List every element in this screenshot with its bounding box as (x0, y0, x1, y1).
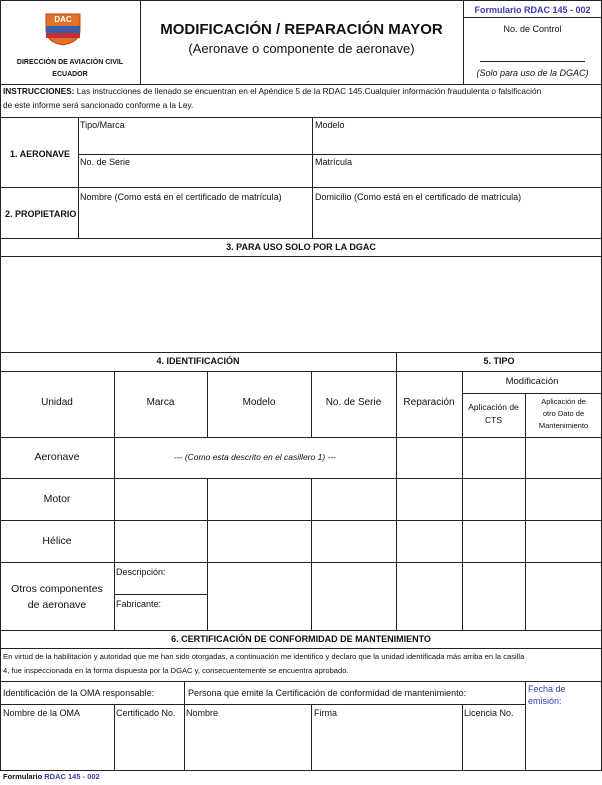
col-otro-dato-2: otro Dato de (542, 409, 585, 418)
licencia-label: Licencia No. (464, 708, 514, 718)
aeronave-note: --- (Como esta descrito en el casillero 1) --- (173, 452, 336, 462)
nombre-field[interactable] (185, 719, 310, 770)
col-aplicacion-cts-2: CTS (485, 415, 502, 425)
certificado-label: Certificado No. (116, 708, 176, 718)
otros-otro-dato-cell[interactable] (526, 563, 601, 629)
col-modificacion: Modificación (505, 376, 559, 387)
col-otro-dato-1: Aplicación de (541, 397, 586, 406)
nombre-label: Nombre (186, 708, 219, 718)
org-name-line1: DIRECCIÓN DE AVIACIÓN CIVIL (16, 59, 124, 66)
motor-otro-dato-cell[interactable] (526, 479, 601, 519)
oma-id-label: Identificación de la OMA responsable: (3, 688, 155, 698)
col-marca: Marca (146, 397, 175, 408)
col-unidad: Unidad (41, 397, 73, 408)
col-aplicacion-cts-1: Aplicación de (468, 402, 519, 412)
aeronave-otro-dato-cell[interactable] (526, 438, 601, 477)
col-reparacion: Reparación (403, 397, 455, 408)
motor-modelo-field[interactable] (208, 479, 310, 519)
fecha-emision-field[interactable] (526, 710, 601, 770)
aeronave-cts-cell[interactable] (463, 438, 524, 477)
propietario-nombre-label: Nombre (Como está en el certificado de matrícula) (80, 192, 282, 202)
instructions-text-line2: de este informe será sancionado conforme a la Ley. (3, 100, 194, 110)
section-identificacion-title: 4. IDENTIFICACIÓN (156, 356, 240, 366)
tipo-marca-label: Tipo/Marca (80, 120, 125, 130)
logo-text: DAC (54, 15, 72, 24)
firma-field[interactable] (312, 719, 461, 770)
propietario-domicilio-label: Domicilio (Como está en el certificado de matrícula) (315, 192, 522, 202)
helice-cts-cell[interactable] (463, 521, 524, 561)
helice-serie-field[interactable] (312, 521, 395, 561)
row-motor: Motor (43, 493, 71, 505)
footer-form-code: Formulario RDAC 145 - 002 (3, 772, 100, 781)
control-number-note: (Solo para uso de la DGAC) (476, 68, 589, 78)
control-number-field[interactable] (480, 36, 585, 62)
row-otros-componentes-2: de aeronave (27, 599, 87, 611)
matricula-field[interactable] (313, 168, 601, 186)
dgac-use-area[interactable] (1, 257, 601, 351)
no-serie-field[interactable] (79, 168, 311, 186)
aeronave-reparacion-cell[interactable] (397, 438, 461, 477)
instructions-text: INSTRUCCIONES: Las instrucciones de llenado se encuentran en el Apéndice 5 de la RDAC 145.Cualquier información fraudulenta o falsificación (3, 86, 542, 96)
dac-logo (44, 12, 82, 46)
motor-cts-cell[interactable] (463, 479, 524, 519)
nombre-oma-field[interactable] (1, 719, 113, 770)
col-otro-dato-3: Mantenimiento (538, 421, 589, 430)
row-aeronave: Aeronave (34, 451, 80, 463)
motor-serie-field[interactable] (312, 479, 395, 519)
otros-serie-field[interactable] (312, 563, 395, 629)
persona-label: Persona que emite la Certificación de conformidad de mantenimiento: (188, 688, 467, 698)
row-otros-componentes-1: Otros componentes (11, 583, 103, 595)
fecha-emision-label-2: emisión: (528, 696, 562, 706)
certificacion-text-line2: 4, fue inspeccionada en la forma dispuesta por la DGAC y, consecuentemente se encuentra aprobado. (3, 666, 349, 675)
form-subtitle: (Aeronave o componente de aeronave) (188, 41, 415, 56)
org-name-line2: ECUADOR (52, 71, 88, 78)
otros-reparacion-cell[interactable] (397, 563, 461, 629)
firma-label: Firma (314, 708, 337, 718)
motor-reparacion-cell[interactable] (397, 479, 461, 519)
propietario-nombre-field[interactable] (79, 204, 311, 236)
licencia-field[interactable] (463, 719, 524, 770)
row-helice: Hélice (42, 535, 72, 547)
helice-modelo-field[interactable] (208, 521, 310, 561)
fecha-emision-label-1: Fecha de (528, 684, 566, 694)
section-propietario-title: 2. PROPIETARIO (5, 209, 77, 219)
section-aeronave-title: 1. AERONAVE (10, 149, 71, 159)
form-title: MODIFICACIÓN / REPARACIÓN MAYOR (160, 21, 443, 38)
propietario-domicilio-field[interactable] (313, 204, 601, 236)
certificacion-text-line1: En virtud de la habilitación y autoridad que me han sido otorgadas, a continuación me identifico y declaro que la unidad identificada más arriba en la casilla (3, 652, 525, 661)
helice-otro-dato-cell[interactable] (526, 521, 601, 561)
nombre-oma-label: Nombre de la OMA (3, 708, 81, 718)
section-tipo-title: 5. TIPO (483, 356, 515, 366)
tipo-marca-field[interactable] (79, 131, 311, 153)
col-modelo: Modelo (242, 397, 276, 408)
form-code: Formulario RDAC 145 - 002 (474, 5, 591, 15)
certificado-field[interactable] (115, 719, 183, 770)
helice-reparacion-cell[interactable] (397, 521, 461, 561)
modelo-field[interactable] (313, 131, 601, 153)
section-dgac-title: 3. PARA USO SOLO POR LA DGAC (226, 242, 376, 252)
helice-marca-field[interactable] (115, 521, 206, 561)
section-certificacion-title: 6. CERTIFICACIÓN DE CONFORMIDAD DE MANTENIMIENTO (171, 634, 431, 644)
control-number-label: No. de Control (503, 24, 562, 34)
descripcion-label: Descripción: (116, 567, 166, 577)
otros-modelo-field[interactable] (208, 563, 310, 629)
motor-marca-field[interactable] (115, 479, 206, 519)
fabricante-label: Fabricante: (116, 599, 162, 609)
col-no-serie: No. de Serie (325, 397, 382, 408)
modelo-label: Modelo (315, 120, 345, 130)
no-serie-label: No. de Serie (80, 157, 131, 167)
otros-cts-cell[interactable] (463, 563, 524, 629)
matricula-label: Matrícula (315, 157, 353, 167)
